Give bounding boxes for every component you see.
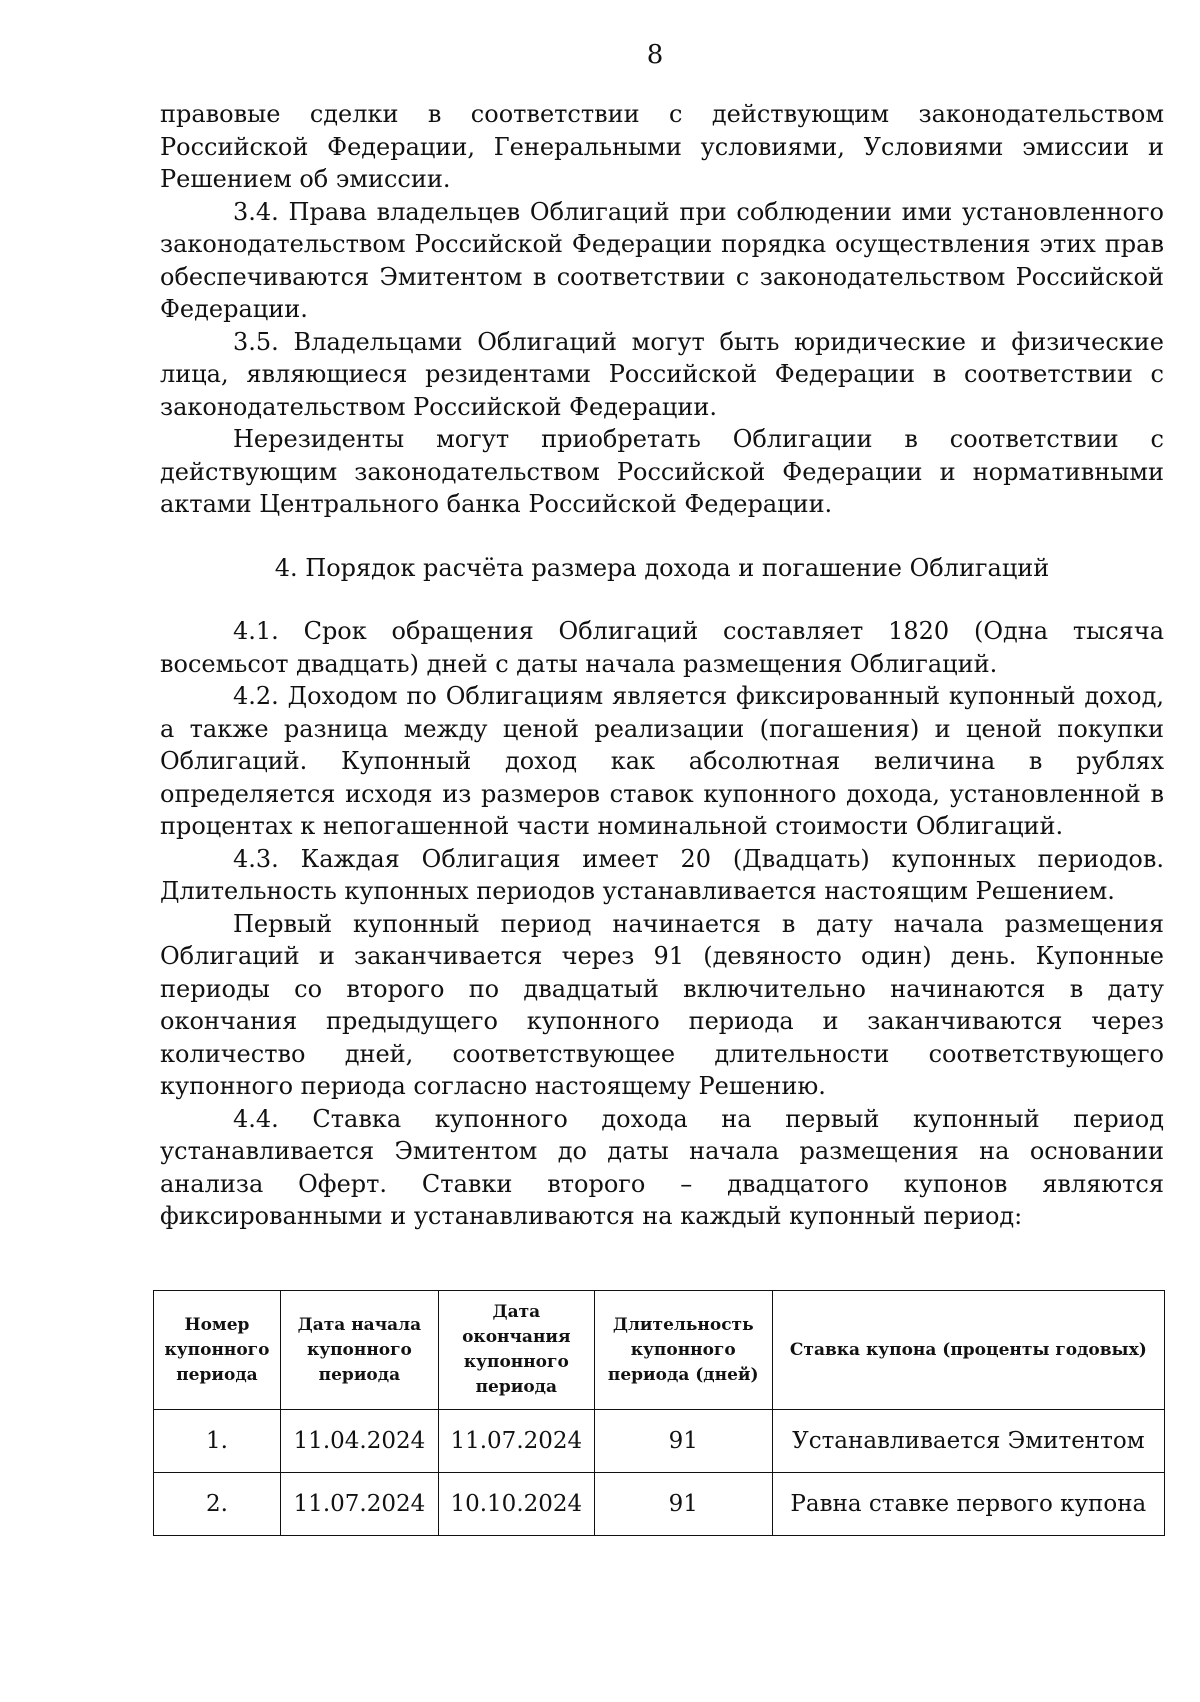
paragraph-4-2: 4.2. Доходом по Облигациям является фиксированный купонный доход, а также разница между ценой реализации (погашения) и ценой покупки Облигаций. Купонный доход как абсолютная величина в рублях определяется исходя из размеров ставок купонного дохода, установленной в процентах к непогашенной части номинальной стоимости Облигаций. (160, 682, 1164, 840)
cell-coupon-rate: Равна ставке первого купона (772, 1473, 1164, 1536)
cell-start-date: 11.07.2024 (280, 1473, 438, 1536)
coupon-periods-table (153, 1290, 1165, 1536)
paragraph-3-5: 3.5. Владельцами Облигаций могут быть юридические и физические лица, являющиеся резидентами Российской Федерации в соответствии с законодательством Российской Федерации. (160, 327, 1164, 421)
cell-duration: 91 (594, 1473, 772, 1536)
paragraph-first-coupon-period: Первый купонный период начинается в дату начала размещения Облигаций и заканчивается через 91 (девяносто один) день. Купонные периоды со второго по двадцатый включительно начинаются в дату окончания предыдущего купонного периода и заканчиваются через количество дней, соответствующее длительности соответствующего купонного периода согласно настоящему Решению. (160, 909, 1164, 1100)
header-start-date: Дата начала купонного периода (280, 1291, 438, 1410)
document-body (160, 98, 1164, 1233)
cell-end-date: 11.07.2024 (438, 1410, 594, 1473)
table-row (154, 1410, 1165, 1473)
cell-coupon-number: 1. (154, 1410, 281, 1473)
cell-start-date: 11.04.2024 (280, 1410, 438, 1473)
cell-coupon-rate: Устанавливается Эмитентом (772, 1410, 1164, 1473)
page-number: 8 (646, 40, 664, 70)
header-end-date: Дата окончания купонного периода (438, 1291, 594, 1410)
header-coupon-rate: Ставка купона (проценты годовых) (772, 1291, 1164, 1410)
header-coupon-number: Номер купонного периода (154, 1291, 281, 1410)
cell-duration: 91 (594, 1410, 772, 1473)
paragraph-4-1: 4.1. Срок обращения Облигаций составляет 1820 (Одна тысяча восемьсот двадцать) дней с даты начала размещения Облигаций. (160, 617, 1164, 678)
paragraph-4-3: 4.3. Каждая Облигация имеет 20 (Двадцать) купонных периодов. Длительность купонных периодов устанавливается настоящим Решением. (160, 844, 1164, 905)
paragraph-4-4: 4.4. Ставка купонного дохода на первый купонный период устанавливается Эмитентом до даты начала размещения на основании анализа Оферт. Ставки второго – двадцатого купонов являются фиксированными и устанавливаются на каждый купонный период: (160, 1104, 1164, 1230)
table-row (154, 1473, 1165, 1536)
cell-coupon-number: 2. (154, 1473, 281, 1536)
cell-end-date: 10.10.2024 (438, 1473, 594, 1536)
paragraph-nonresidents: Нерезиденты могут приобретать Облигации в соответствии с действующим законодательством Российской Федерации и нормативными актами Центрального банка Российской Федерации. (160, 425, 1164, 518)
section-title: 4. Порядок расчёта размера дохода и погашение Облигаций (274, 553, 1050, 582)
paragraph-3-4: 3.4. Права владельцев Облигаций при соблюдении ими установленного законодательством Российской Федерации порядка осуществления этих прав обеспечиваются Эмитентом в соответствии с законодательством Российской Федерации. (160, 197, 1164, 323)
table-header-row (154, 1291, 1165, 1410)
paragraph-legal-transactions: правовые сделки в соответствии с действующим законодательством Российской Федерации, Генеральными условиями, Условиями эмиссии и Решением об эмиссии. (160, 100, 1164, 193)
header-duration: Длительность купонного периода (дней) (594, 1291, 772, 1410)
